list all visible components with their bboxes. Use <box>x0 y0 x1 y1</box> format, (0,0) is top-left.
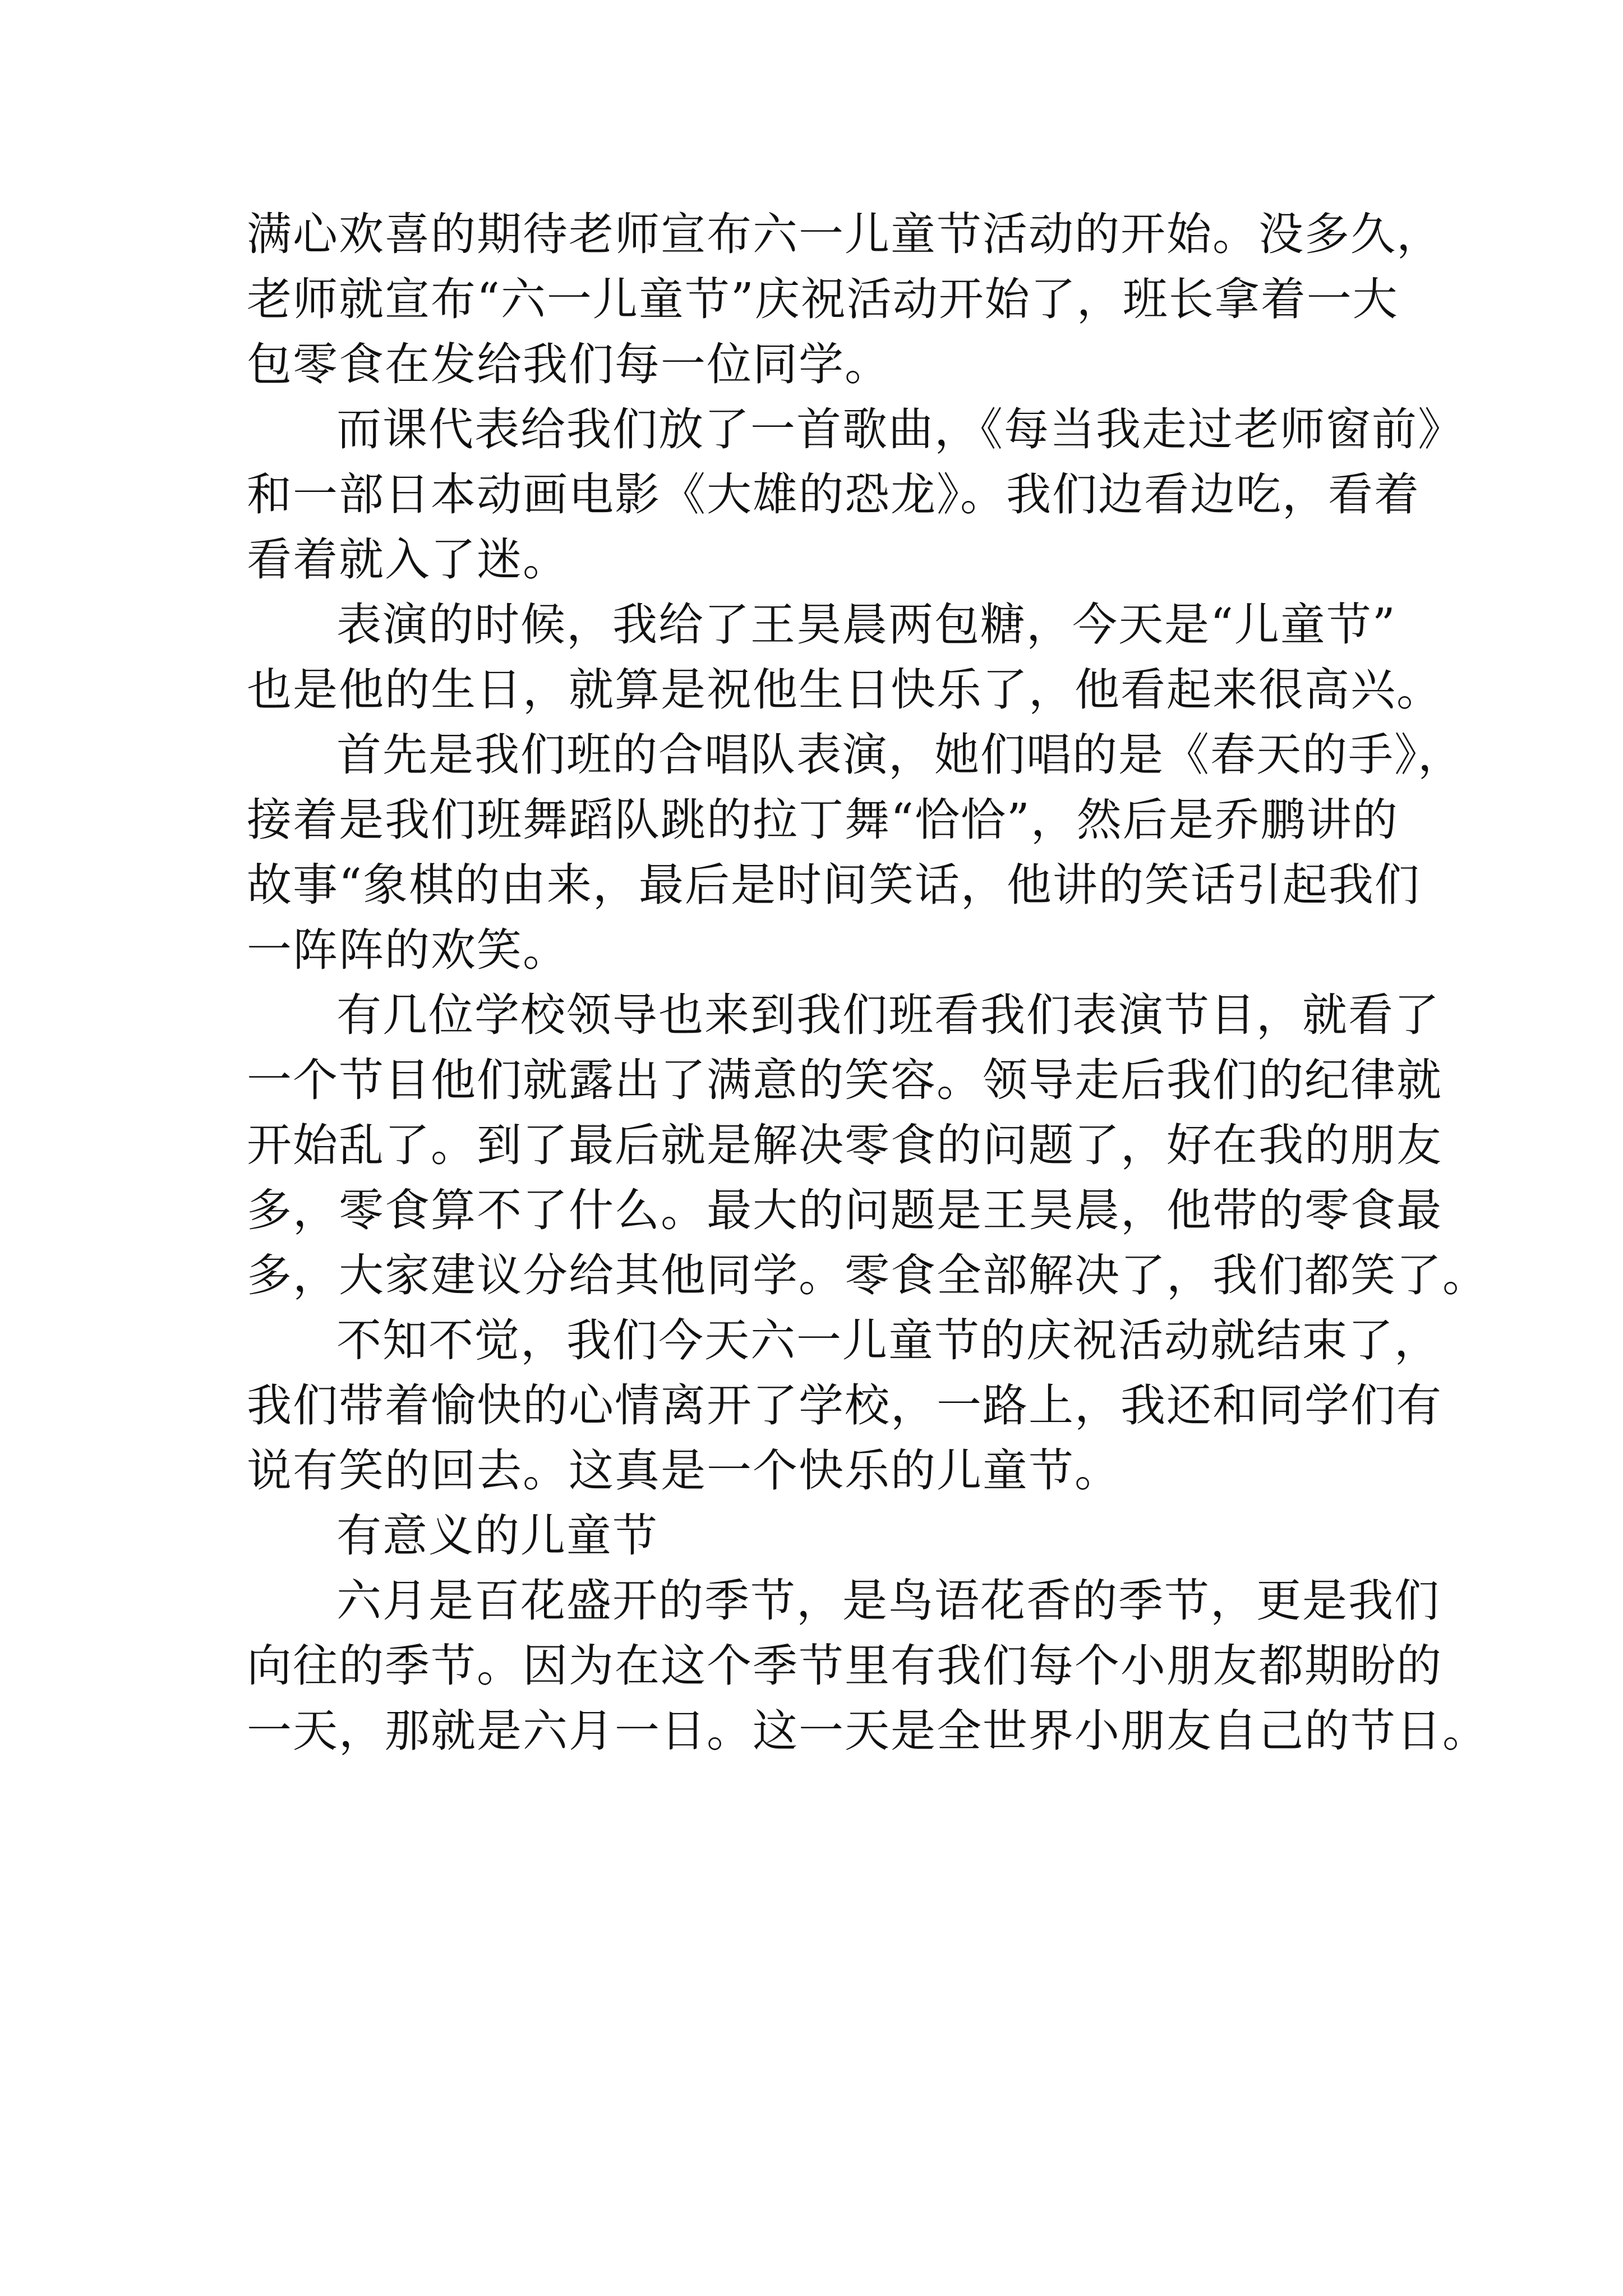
text-line: 而课代表给我们放了一首歌曲，《每当我走过老师窗前》 <box>336 403 1464 455</box>
text-line: 一个节目他们就露出了满意的笑容。领导走后我们的纪律就 <box>247 1054 1442 1106</box>
text-line: 接着是我们班舞蹈队跳的拉丁舞“恰恰”，然后是乔鹏讲的 <box>247 794 1399 846</box>
text-line: 开始乱了。到了最后就是解决零食的问题了，好在我的朋友 <box>247 1119 1442 1171</box>
text-line: 多，零食算不了什么。最大的问题是王昊晨，他带的零食最 <box>247 1184 1442 1236</box>
text-line: 多，大家建议分给其他同学。零食全部解决了，我们都笑了。 <box>247 1249 1488 1301</box>
text-line: 和一部日本动画电影《大雄的恐龙》。我们边看边吃，看着 <box>247 468 1420 521</box>
text-line: 说有笑的回去。这真是一个快乐的儿童节。 <box>247 1444 1121 1497</box>
text-line: 一阵阵的欢笑。 <box>247 924 569 976</box>
text-line: 老师就宣布“六一儿童节”庆祝活动开始了，班长拿着一大 <box>247 273 1399 325</box>
text-line: 六月是百花盛开的季节，是鸟语花香的季节，更是我们 <box>336 1575 1440 1627</box>
text-line: 看着就入了迷。 <box>247 533 569 586</box>
text-line: 不知不觉，我们今天六一儿童节的庆祝活动就结束了， <box>336 1314 1440 1366</box>
text-line: 表演的时候，我给了王昊晨两包糖，今天是“儿童节” <box>336 599 1396 651</box>
document-body <box>247 202 1488 1764</box>
text-line: 满心欢喜的期待老师宣布六一儿童节活动的开始。没多久， <box>247 208 1442 260</box>
text-line: 故事“象棋的由来，最后是时间笑话，他讲的笑话引起我们 <box>247 859 1421 911</box>
text-line: 我们带着愉快的心情离开了学校，一路上，我还和同学们有 <box>247 1379 1442 1432</box>
text-line: 也是他的生日，就算是祝他生日快乐了，他看起来很高兴。 <box>247 664 1442 716</box>
text-line: 向往的季节。因为在这个季节里有我们每个小朋友都期盼的 <box>247 1640 1442 1692</box>
text-line: 有意义的儿童节 <box>336 1510 658 1562</box>
text-line: 首先是我们班的合唱队表演，她们唱的是《春天的手》， <box>336 729 1464 781</box>
text-line: 有几位学校领导也来到我们班看我们表演节目，就看了 <box>336 989 1440 1041</box>
text-line: 包零食在发给我们每一位同学。 <box>247 338 891 390</box>
text-line: 一天，那就是六月一日。这一天是全世界小朋友自己的节日。 <box>247 1705 1488 1757</box>
